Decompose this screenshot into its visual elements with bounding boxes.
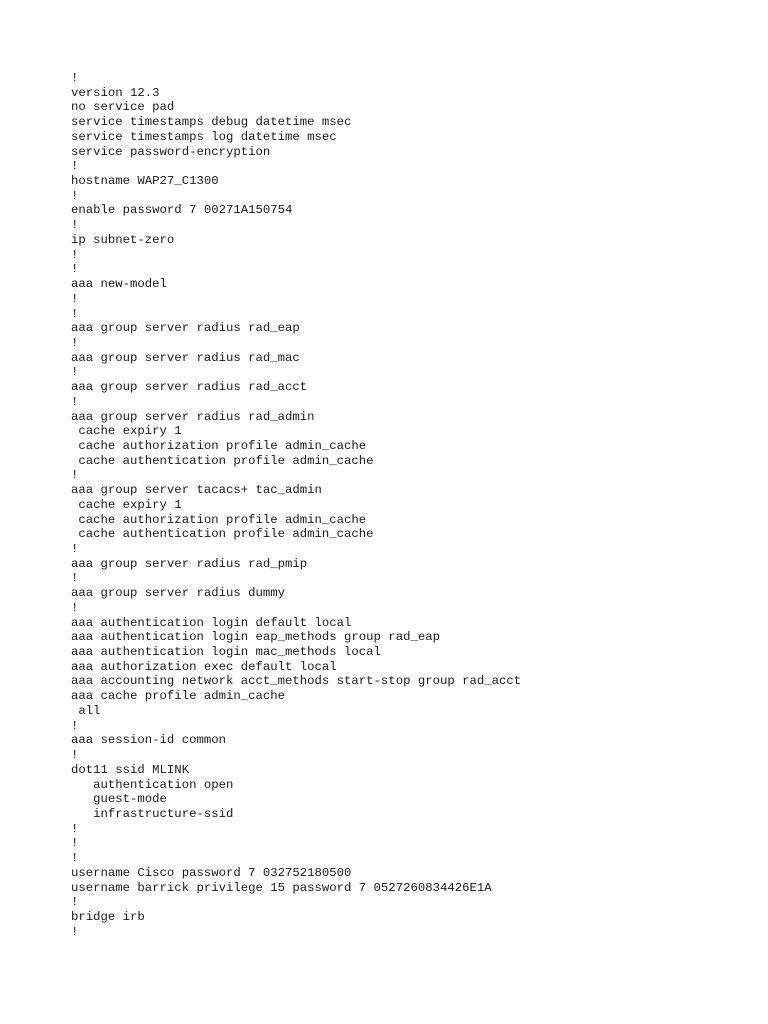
config-line: cache authentication profile admin_cache [71,527,374,542]
config-line: ! [71,306,79,321]
config-line: service timestamps log datetime msec [71,129,337,144]
config-line: cache authorization profile admin_cache [71,438,367,453]
config-line: ip subnet-zero [71,232,175,247]
config-line: ! [71,262,79,277]
config-line: aaa session-id common [71,733,226,748]
config-line: ! [71,365,79,380]
config-line: version 12.3 [71,85,160,100]
config-line: aaa authentication login eap_methods group rad_eap [71,630,440,645]
config-line: ! [71,718,79,733]
config-line: aaa accounting network acct_methods start-stop group rad_acct [71,674,522,689]
config-line: ! [71,71,79,85]
config-line: cache expiry 1 [71,497,182,512]
config-line: no service pad [71,100,175,115]
config-line: authentication open [71,777,234,792]
config-line: ! [71,571,79,586]
config-line: ! [71,468,79,483]
config-line: dot11 ssid MLINK [71,762,190,777]
config-line: aaa group server radius dummy [71,586,286,601]
config-line: aaa group server radius rad_admin [71,409,315,424]
config-line: cache authentication profile admin_cache [71,453,374,468]
config-line: ! [71,924,79,939]
config-line: all [71,703,101,718]
config-line: service password-encryption [71,144,271,159]
config-line: ! [71,159,79,174]
config-line: cache authorization profile admin_cache [71,512,367,527]
config-line: aaa cache profile admin_cache [71,689,286,704]
config-line: ! [71,600,79,615]
config-line: ! [71,542,79,556]
config-line: enable password 7 00271A150754 [71,203,293,218]
config-listing [71,71,521,939]
config-line: username Cisco password 7 032752180500 [71,865,352,880]
config-line: ! [71,188,79,203]
config-line: aaa group server tacacs+ tac_admin [71,483,322,498]
config-line: ! [71,851,79,866]
config-line: ! [71,895,79,910]
config-line: guest-mode [71,792,167,807]
config-line: aaa authentication login mac_methods local [71,645,381,660]
config-line: ! [71,836,79,851]
config-line: aaa authentication login default local [71,615,352,630]
config-line: aaa group server radius rad_mac [71,350,300,365]
config-line: ! [71,821,79,836]
config-line: ! [71,394,79,409]
config-line: aaa group server radius rad_eap [71,321,300,336]
config-line: aaa authorization exec default local [71,659,337,674]
config-line: ! [71,291,79,306]
config-line: aaa group server radius rad_acct [71,380,308,395]
config-line: hostname WAP27_C1300 [71,174,219,189]
config-line: aaa group server radius rad_pmip [71,556,308,571]
config-line: cache expiry 1 [71,424,182,439]
config-line: ! [71,748,79,763]
config-line: ! [71,335,79,350]
config-line: infrastructure-ssid [71,806,234,821]
config-line: ! [71,247,79,262]
config-line: ! [71,218,79,233]
config-line: username barrick privilege 15 password 7 0527260834426E1A [71,880,492,895]
config-line: bridge irb [71,909,145,924]
config-line: aaa new-model [71,277,167,292]
config-line: service timestamps debug datetime msec [71,115,352,130]
